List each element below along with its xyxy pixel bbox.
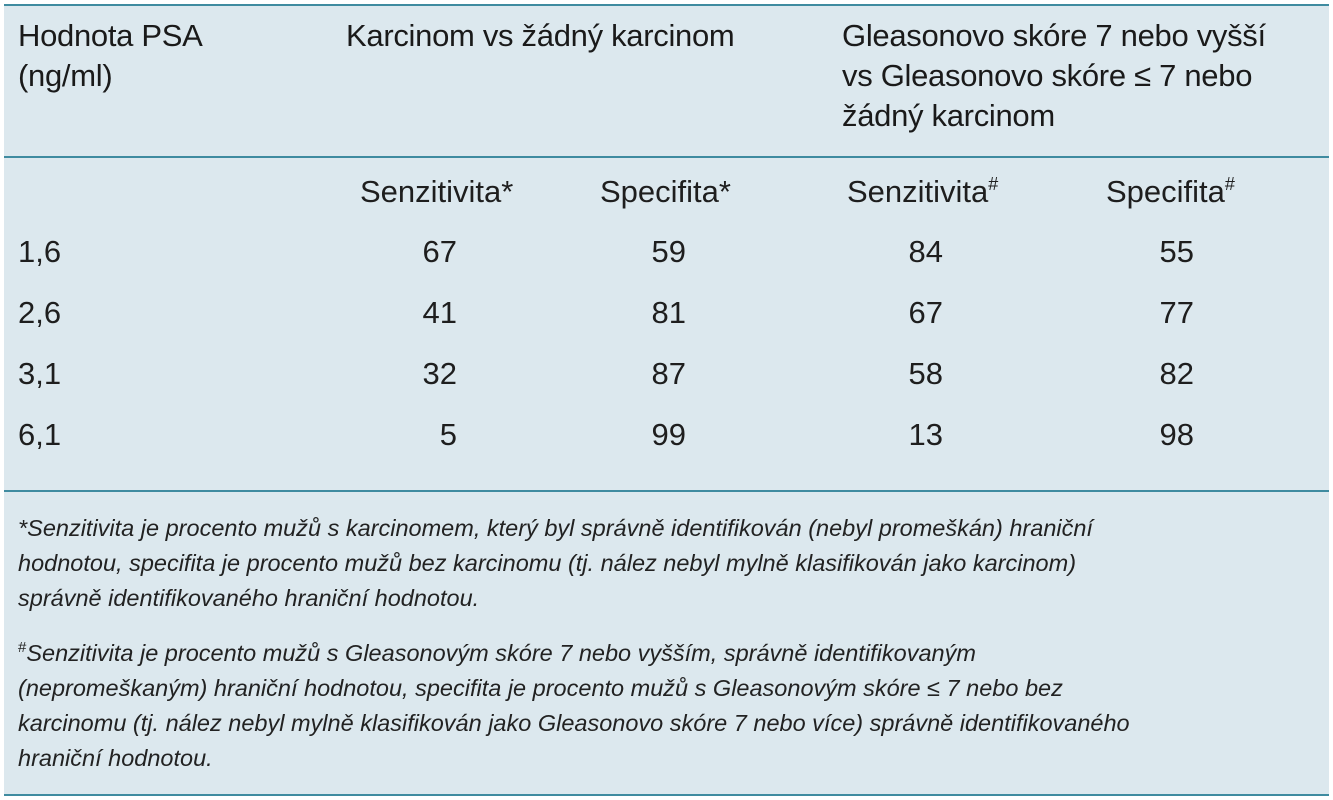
cell-specificity-gleason: 98 [1159, 417, 1194, 452]
cell-specificity-gleason: 82 [1159, 356, 1194, 391]
table-row [4, 415, 1329, 476]
cell-specificity-gleason: 77 [1159, 295, 1194, 330]
subheader-specificity-gleason [1106, 172, 1235, 212]
footnote-line: hodnotou, specifita je procento mužů bez karcinomu (tj. nález nebyl mylně klasifikován jako karcinom) [18, 550, 1077, 576]
footnote-line: karcinomu (tj. nález nebyl mylně klasifikován jako Gleasonovo skóre 7 nebo více) správně identifikovaného [18, 710, 1130, 736]
table-row [4, 232, 1329, 293]
subheader-label: Senzitivita [847, 174, 989, 209]
hash-mark: # [1224, 174, 1235, 194]
table-body [4, 232, 1329, 476]
header-divider [4, 156, 1329, 158]
cell-psa: 6,1 [18, 417, 62, 452]
footnote-sensitivity-gleason [18, 636, 1318, 776]
subheader-sensitivity-carcinoma: Senzitivita* [360, 174, 514, 209]
cell-sensitivity-gleason: 58 [908, 356, 943, 391]
header-gleason-line: žádný karcinom [842, 98, 1055, 133]
table-row [4, 293, 1329, 354]
psa-table [4, 4, 1329, 796]
footnote-divider [4, 490, 1329, 492]
header-gleason-line: Gleasonovo skóre 7 nebo vyšší [842, 18, 1266, 53]
header-psa-unit: (ng/ml) [18, 58, 113, 93]
cell-sensitivity-carcinoma: 5 [439, 417, 457, 452]
header-carcinoma: Karcinom vs žádný karcinom [346, 18, 735, 53]
header-gleason [842, 16, 1322, 136]
footnote-line: (nepromeškaným) hraniční hodnotou, specifita je procento mužů s Gleasonovým skóre ≤ 7 nebo bez [18, 675, 1063, 701]
hash-mark: # [18, 639, 27, 656]
cell-sensitivity-carcinoma: 67 [422, 234, 457, 269]
footnote-text: Senzitivita je procento mužů s Gleasonovým skóre 7 nebo vyšším, správně identifikovaným [26, 640, 976, 666]
cell-specificity-carcinoma: 99 [651, 417, 686, 452]
footnote-line: *Senzitivita je procento mužů s karcinomem, který byl správně identifikován (nebyl promeškán) hraniční [18, 515, 1093, 541]
footnote-line: hraniční hodnotou. [18, 745, 213, 771]
cell-specificity-carcinoma: 87 [651, 356, 686, 391]
subheader-specificity-carcinoma: Specifita* [600, 174, 731, 209]
header-psa-line: Hodnota PSA [18, 18, 203, 53]
footnote-line [18, 636, 1318, 671]
subheader-label: Specifita [1106, 174, 1225, 209]
cell-specificity-carcinoma: 81 [651, 295, 686, 330]
cell-psa: 2,6 [18, 295, 62, 330]
cell-sensitivity-carcinoma: 32 [422, 356, 457, 391]
cell-sensitivity-gleason: 84 [908, 234, 943, 269]
header-gleason-line: vs Gleasonovo skóre ≤ 7 nebo [842, 58, 1253, 93]
cell-specificity-carcinoma: 59 [651, 234, 686, 269]
footnote-line: správně identifikovaného hraniční hodnotou. [18, 585, 480, 611]
cell-specificity-gleason: 55 [1159, 234, 1194, 269]
cell-sensitivity-gleason: 67 [908, 295, 943, 330]
cell-sensitivity-carcinoma: 41 [422, 295, 457, 330]
cell-sensitivity-gleason: 13 [908, 417, 943, 452]
header-psa-value [18, 16, 278, 96]
cell-psa: 3,1 [18, 356, 62, 391]
table-row [4, 354, 1329, 415]
cell-psa: 1,6 [18, 234, 62, 269]
hash-mark: # [988, 174, 999, 194]
subheader-sensitivity-gleason [847, 172, 998, 212]
footnote-sensitivity-carcinoma [18, 511, 1318, 616]
